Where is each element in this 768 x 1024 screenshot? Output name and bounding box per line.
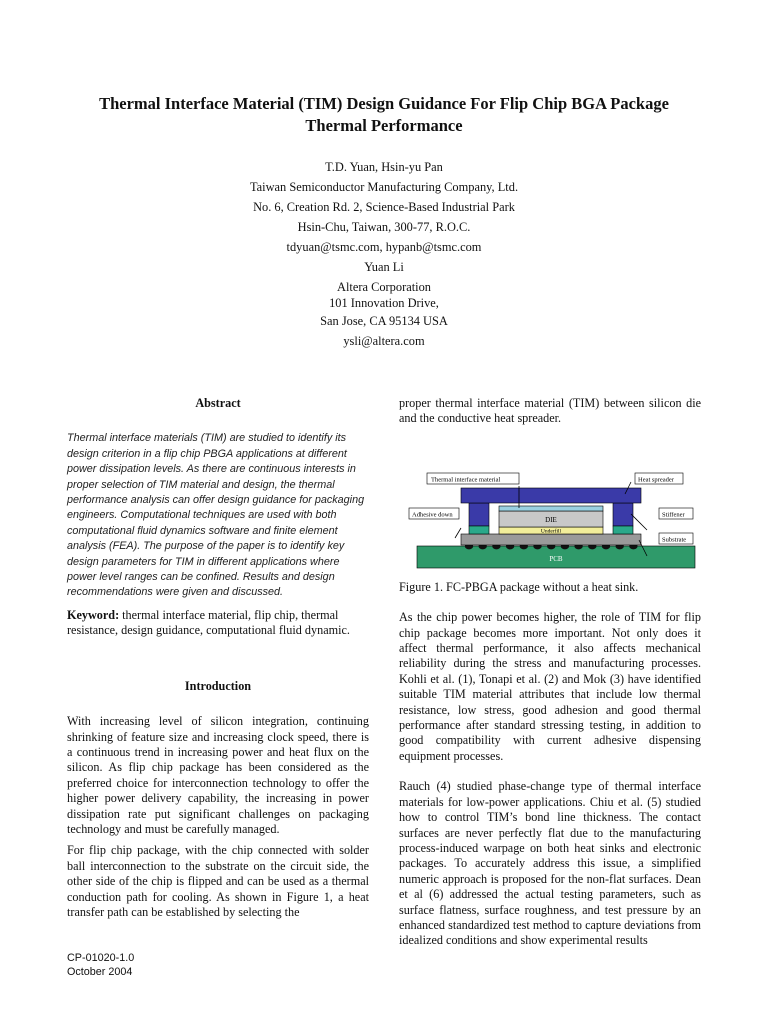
right-paragraph-2: Rauch (4) studied phase-change type of thermal interface materials for low-power applications. Chiu et al. (5) studied how to control TIM’s bond line thickness. The contact surfaces are never perfectly flat due to the manufacturing process-induced warpage on both heat sinks and electronic packages. To accurately address this issue, a simplified numeric approach is proposed for the non-flat surfaces. Dean et al (6) addressed the actual testing parameters, such as surface flatness, surface roughness, and test pressure by an enhanced standardized test method to capture deviations from idealized conditions and show experimental results [399,779,701,948]
page-footer [67,951,134,979]
left-column [67,396,369,920]
author-affiliation-1: Taiwan Semiconductor Manufacturing Company, Ltd. [249,180,519,194]
introduction-heading: Introduction [184,678,252,693]
keyword-line [67,608,369,639]
label-adhesive-down: Adhesive down [412,511,453,519]
heat-spreader-layer [461,488,641,503]
document-date: October 2004 [67,966,133,978]
author-email-1: tdyuan@tsmc.com, hypanb@tsmc.com [286,240,482,254]
right-paragraph-0: proper thermal interface material (TIM) between silicon die and the conductive heat spreader. [399,396,701,426]
label-pcb: PCB [549,554,563,563]
keyword-text: thermal interface material, flip chip, thermal resistance, design guidance, computational fluid dynamic. [67,607,350,638]
right-column [399,396,701,949]
figure-1-diagram [399,442,701,570]
title-line-2: Thermal Performance [305,116,463,135]
stiffener-left [469,503,489,526]
author-block [120,157,648,351]
paper-title [40,93,728,137]
author-address-1: No. 6, Creation Rd. 2, Science-Based Industrial Park [253,200,515,214]
author-names-1: T.D. Yuan, Hsin-yu Pan [325,160,443,174]
label-die: DIE [545,515,557,524]
author-address-2: 101 Innovation Drive, [329,296,439,310]
adhesive-right [613,526,633,534]
document-id: CP-01020-1.0 [67,952,135,964]
abstract-text: Thermal interface materials (TIM) are studied to identify its design criterion in a flip chip PBGA applications at different power dissipation levels. As there are continuous interests in proper selection of TIM material and design, the thermal performance analysis can offer design guidance for packaging engineers. Computational techniques are used with both computational fluid dynamics software and finite element analysis (FEA). The purpose of the paper is to identify key design parameters for TIM in different applications where power level ranges can be confined. Results and design recommendations were given and discussed. [67,432,365,599]
author-names-2: Yuan Li [364,260,404,274]
substrate-layer [461,534,641,545]
adhesive-left [469,526,489,534]
author-affiliation-2: Altera Corporation [337,280,431,294]
stiffener-right [613,503,633,526]
figure-1-caption: Figure 1. FC-PBGA package without a heat sink. [399,579,639,594]
right-paragraph-1: As the chip power becomes higher, the role of TIM for flip chip package becomes more important. Not only does it affect thermal performance, it also affects mechanical reliability during the stress and manufacturing processes. Kohli et al. (1), Tonapi et al. (2) and Mok (3) have identified suitable TIM material attributes that include low thermal resistance, low stress, good adhesion and good thermal performance after standard stressing testing, in addition to good compatibility with current adhesive dispensing equipment processes. [399,610,701,763]
label-thermal-interface-material: Thermal interface material [431,476,501,484]
label-heat-spreader: Heat spreader [638,476,674,484]
package-cross-section [399,442,701,570]
label-substrate: Substrate [662,536,687,544]
title-line-1: Thermal Interface Material (TIM) Design Guidance For Flip Chip BGA Package [99,94,669,113]
tim-layer [499,506,603,511]
label-stiffener: Stiffener [662,511,685,519]
label-underfill: Underfill [540,528,562,535]
abstract-heading: Abstract [195,396,241,410]
author-city-1: Hsin-Chu, Taiwan, 300-77, R.O.C. [297,220,471,234]
intro-paragraph-2: For flip chip package, with the chip connected with solder ball interconnection to the substrate on the circuit side, the other side of the chip is flipped and can be used as a thermal conduction path for cooling. As shown in Figure 1, a heat transfer path can be established by selecting the [67,843,369,919]
author-email-2: ysli@altera.com [343,334,425,348]
author-city-2: San Jose, CA 95134 USA [320,314,448,328]
keyword-label: Keyword: [67,607,120,622]
intro-paragraph-1: With increasing level of silicon integration, continuing shrinking of feature size and increasing clock speed, there is a continuous trend in increasing power and heat flux on the silicon. As flip chip package has been considered as the preferred choice for interconnection technology to offer the higher power delivery capability, the increasing in power dissipation rate put significant challenges on packaging technology and must be carefully managed. [67,714,369,836]
